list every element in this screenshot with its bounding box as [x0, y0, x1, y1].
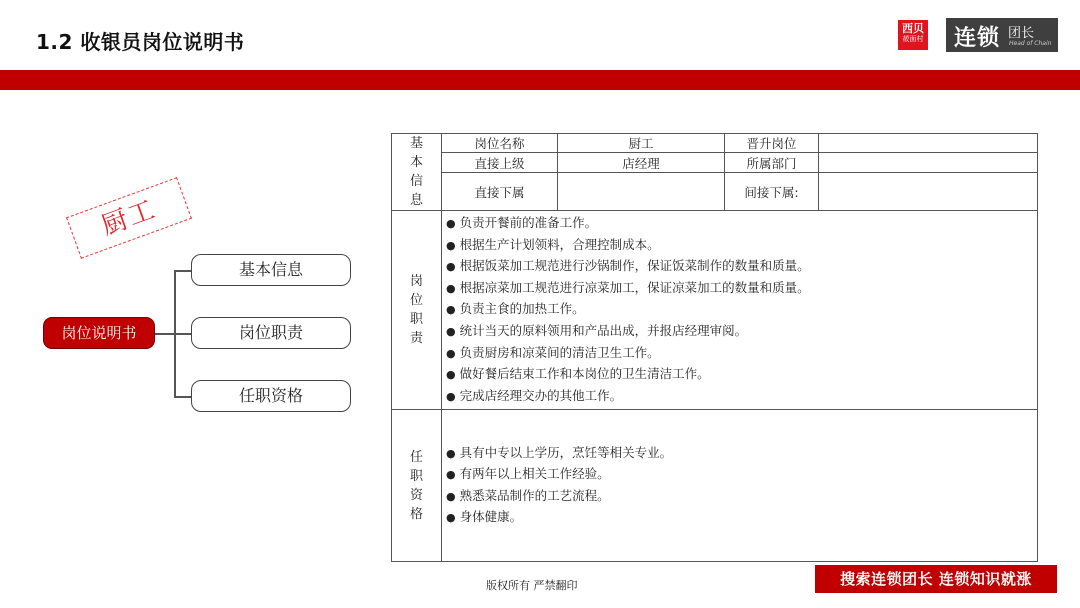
mindmap-node-duties: 岗位职责 [191, 317, 351, 349]
section-label-duties: 岗 位 职 责 [392, 211, 442, 410]
list-item: ● 完成店经理交办的其他工作。 [446, 386, 1037, 408]
table-cell-label: 晋升岗位 [725, 134, 819, 153]
slogan-banner: 搜索连锁团长 连锁知识就涨 [815, 565, 1057, 593]
connector-line [174, 396, 191, 398]
xibei-logo-line2: 莜面村 [902, 35, 924, 43]
xibei-logo [898, 20, 928, 50]
list-item: ● 熟悉菜品制作的工艺流程。 [446, 486, 1037, 508]
list-item: ● 身体健康。 [446, 507, 1037, 529]
qualifications-list [442, 410, 1038, 562]
page-title: 1.2 收银员岗位说明书 [36, 30, 245, 54]
job-description-table [391, 133, 1038, 562]
table-cell-label: 直接上级 [442, 153, 558, 173]
xibei-logo-line1: 西贝 [902, 22, 924, 35]
logo-text-tiny: Head of Chain [1009, 40, 1052, 47]
list-item: ● 负责开餐前的准备工作。 [446, 213, 1037, 235]
list-item: ● 负责厨房和凉菜间的清洁卫生工作。 [446, 343, 1037, 365]
table-row [392, 173, 1038, 211]
copyright-notice: 版权所有 严禁翻印 [486, 579, 578, 592]
job-stamp: 厨工 [66, 177, 192, 259]
table-cell-label: 所属部门 [725, 153, 819, 173]
section-label-qualifications: 任 职 资 格 [392, 410, 442, 562]
list-item: ● 根据生产计划领料，合理控制成本。 [446, 235, 1037, 257]
table-cell-value [819, 173, 1038, 211]
list-item: ● 根据凉菜加工规范进行凉菜加工，保证凉菜加工的数量和质量。 [446, 278, 1037, 300]
table-row [392, 153, 1038, 173]
table-cell-value [819, 134, 1038, 153]
connector-line [174, 270, 191, 272]
list-item: ● 负责主食的加热工作。 [446, 299, 1037, 321]
list-item: ● 统计当天的原料领用和产品出成，并报店经理审阅。 [446, 321, 1037, 343]
table-cell-value [558, 173, 725, 211]
header-divider-band [0, 70, 1080, 90]
duties-list [442, 211, 1038, 410]
table-row [392, 134, 1038, 153]
mindmap-root-node: 岗位说明书 [43, 317, 155, 349]
table-cell-value: 厨工 [558, 134, 725, 153]
table-row-duties [392, 211, 1038, 410]
connector-line [174, 333, 191, 335]
logo-text-small: 团长 [1008, 26, 1035, 41]
table-cell-value: 店经理 [558, 153, 725, 173]
mindmap-node-basic-info: 基本信息 [191, 254, 351, 286]
list-item: ● 具有中专以上学历，烹饪等相关专业。 [446, 443, 1037, 465]
liansuo-tuanzhang-logo [946, 18, 1058, 52]
table-cell-label: 岗位名称 [442, 134, 558, 153]
table-cell-label: 直接下属 [442, 173, 558, 211]
list-item: ● 做好餐后结束工作和本岗位的卫生清洁工作。 [446, 364, 1037, 386]
connector-line [155, 333, 175, 335]
section-label-basic-info: 基 本 信 息 [392, 134, 442, 211]
table-cell-value [819, 153, 1038, 173]
mindmap-node-qualifications: 任职资格 [191, 380, 351, 412]
list-item: ● 根据饭菜加工规范进行沙锅制作，保证饭菜制作的数量和质量。 [446, 256, 1037, 278]
list-item: ● 有两年以上相关工作经验。 [446, 464, 1037, 486]
logo-text-big: 连锁 [954, 26, 1001, 51]
table-cell-label: 间接下属: [725, 173, 819, 211]
table-row-qualifications [392, 410, 1038, 562]
